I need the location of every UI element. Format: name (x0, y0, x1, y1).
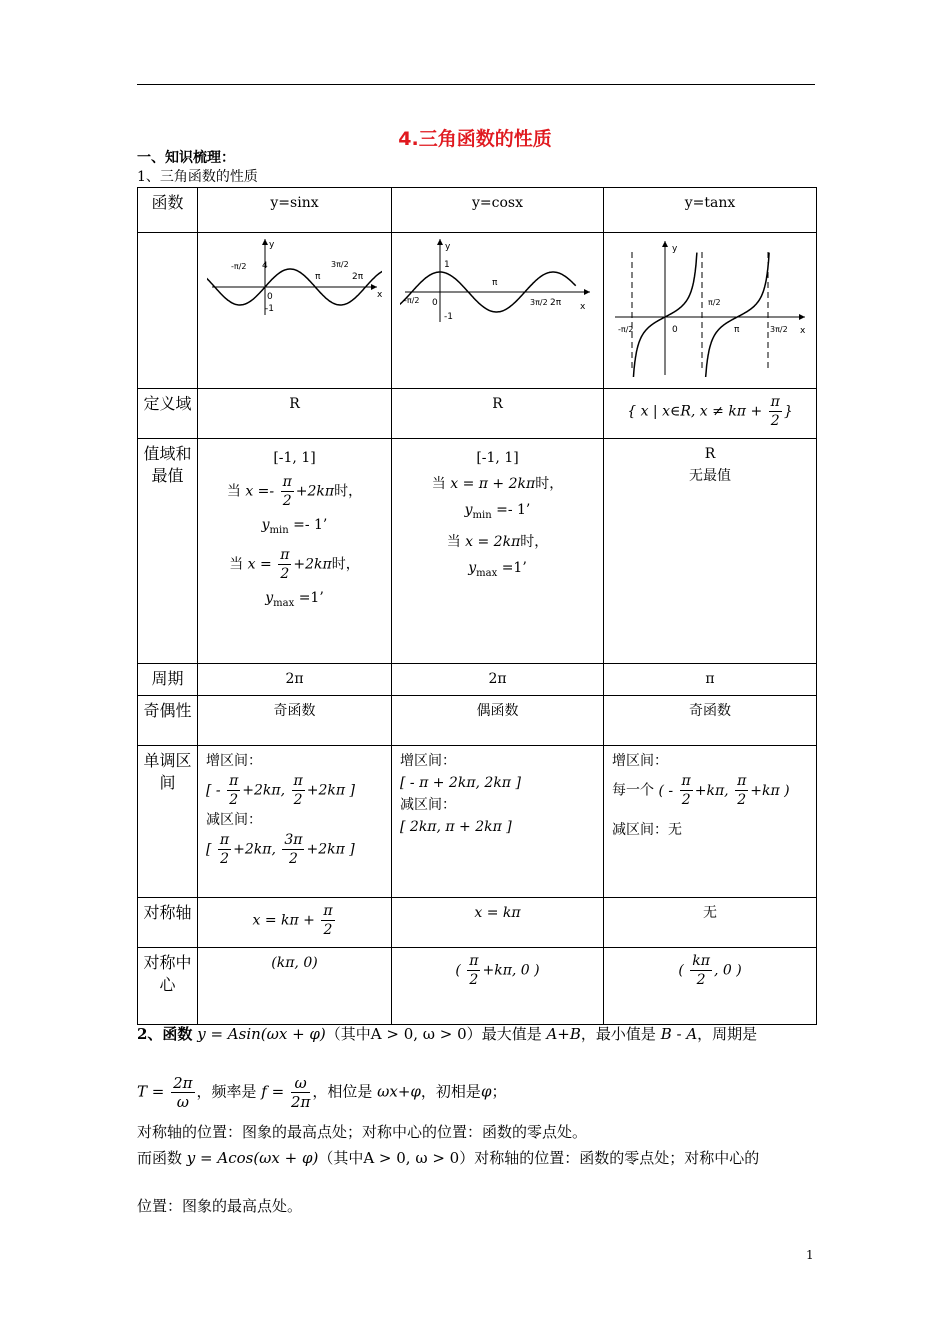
para-4: 对称轴的位置：图象的最高点处；对称中心的位置：函数的零点处。 (137, 1123, 588, 1141)
sin-graph-cell (198, 233, 392, 389)
cos-axis: x = kπ (392, 898, 604, 948)
tan-monotonic (604, 746, 817, 898)
sin-graph (207, 237, 382, 317)
cos-range (392, 439, 604, 664)
sin-min-condition: 当 x =- $\frac{\pi}{2}$ +2kπ时， (226, 474, 363, 509)
svg-text:π: π (315, 272, 321, 282)
svg-text:x: x (580, 302, 586, 312)
tan-range (604, 439, 817, 664)
row-label-center: 对称中心 (138, 948, 198, 1025)
row-label-axis: 对称轴 (138, 898, 198, 948)
sin-parity: 奇函数 (198, 696, 392, 746)
svg-text:-1: -1 (444, 312, 453, 322)
cos-inc-interval: [ - π + 2kπ, 2kπ ] (400, 775, 521, 791)
cos-dec-interval: [ 2kπ, π + 2kπ ] (400, 819, 512, 835)
tan-dec: 减区间：无 (612, 822, 682, 838)
row-label-period: 周期 (138, 664, 198, 696)
header-sin: y=sinx (198, 188, 392, 233)
sin-ymax: $y_{max} =1$’ (265, 589, 324, 609)
sin-range (198, 439, 392, 664)
header-rule (137, 84, 815, 85)
svg-text:-π/2: -π/2 (231, 262, 247, 271)
sin-dec-label: 减区间： (206, 812, 262, 828)
cos-min-condition: 当 x = π + 2kπ时， (431, 476, 564, 492)
row-label-range: 值域和最值 (138, 439, 198, 664)
svg-text:0: 0 (672, 325, 678, 335)
svg-text:-π/2: -π/2 (618, 325, 634, 334)
svg-text:-1: -1 (265, 304, 274, 314)
svg-text:2π: 2π (550, 298, 562, 308)
cos-center: ( $\frac{\pi}{2}$ +kπ, 0 ) (392, 948, 604, 1025)
cos-period: 2π (392, 664, 604, 696)
svg-text:π: π (734, 325, 740, 335)
sin-monotonic (198, 746, 392, 898)
cos-graph-cell (392, 233, 604, 389)
header-cos: y=cosx (392, 188, 604, 233)
tan-inc-label: 增区间： (612, 753, 668, 769)
svg-text:3π/2: 3π/2 (770, 325, 788, 334)
svg-text:y: y (269, 240, 275, 250)
para-3: T = $\frac{2\pi}{\omega}$ ，频率是 f = $\frac{\omega}{2\pi}$ ，相位是 ωx+φ，初相是φ； (137, 1074, 507, 1111)
cos-range-interval: [-1, 1] (476, 450, 519, 466)
cos-ymax: $y_{max} =1$’ (468, 559, 527, 579)
svg-text:2π: 2π (352, 272, 364, 282)
cos-monotonic (392, 746, 604, 898)
svg-text:0: 0 (267, 292, 273, 302)
cos-max-condition: 当 x = 2kπ时， (446, 533, 549, 550)
svg-text:π: π (492, 278, 498, 288)
row-label-domain: 定义域 (138, 389, 198, 439)
page-title: 4.三角函数的性质 (398, 128, 552, 150)
svg-text:-π/2: -π/2 (404, 296, 420, 305)
para-2: 2、函数 y = Asin(ωx + φ)（其中A > 0, ω > 0）最大值是 A+B，最小值是 B - A，周期是 (137, 1025, 758, 1043)
tan-axis: 无 (604, 898, 817, 948)
svg-text:x: x (800, 326, 806, 336)
para-5: 而函数 y = Acos(ωx + φ)（其中A > 0, ω > 0）对称轴的位置：函数的零点处；对称中心的 (137, 1149, 760, 1167)
svg-text:x: x (377, 290, 382, 300)
cos-ymin: $y_{min} =- 1$’ (464, 502, 531, 521)
row-label-parity: 奇偶性 (138, 696, 198, 746)
row-label-function: 函数 (138, 188, 198, 233)
sin-max-condition: 当 x = $\frac{\pi}{2}$ +2kπ时， (229, 546, 360, 582)
svg-text:π/2: π/2 (708, 298, 721, 307)
section-heading: 一、知识梳理： (137, 150, 235, 166)
cos-graph (400, 237, 595, 327)
tan-center: ( $\frac{k\pi}{2}$ , 0 ) (604, 948, 817, 1025)
sin-axis: x = kπ + $\frac{\pi}{2}$ (198, 898, 392, 948)
svg-text:3π/2: 3π/2 (331, 260, 349, 269)
tan-domain: { x | x∈R, x ≠ kπ + $\frac{\pi}{2}$ } (604, 389, 817, 439)
header-tan: y=tanx (604, 188, 817, 233)
tan-parity: 奇函数 (604, 696, 817, 746)
row-label-monotonic: 单调区间 (138, 746, 198, 898)
sin-dec-interval: [ $\frac{\pi}{2}$ +2kπ, $\frac{3\pi}{2}$ +2kπ ] (206, 832, 355, 867)
cos-inc-label: 增区间： (400, 753, 456, 769)
tan-inc-interval: 每一个 ( - $\frac{\pi}{2}$ +kπ, $\frac{\pi}{2}$ +kπ ) (612, 773, 790, 808)
svg-text:1: 1 (444, 260, 450, 270)
graph-label-cell (138, 233, 198, 389)
sin-domain: R (198, 389, 392, 439)
tan-graph-cell (604, 233, 817, 389)
properties-table (137, 187, 817, 1025)
tan-range-value: R (704, 446, 716, 462)
cos-parity: 偶函数 (392, 696, 604, 746)
cos-dec-label: 减区间： (400, 797, 456, 813)
subsection-heading: 1、三角函数的性质 (137, 169, 258, 185)
tan-graph (610, 237, 810, 377)
svg-text:y: y (445, 242, 451, 252)
svg-text:4: 4 (262, 261, 268, 271)
sin-center: (kπ, 0) (198, 948, 392, 1025)
svg-text:0: 0 (432, 298, 438, 308)
page-number: 1 (806, 1248, 814, 1262)
tan-period: π (604, 664, 817, 696)
sin-period: 2π (198, 664, 392, 696)
svg-text:3π/2: 3π/2 (530, 298, 548, 307)
sin-inc-label: 增区间： (206, 753, 262, 769)
sin-ymin: $y_{min} =- 1$’ (261, 517, 328, 536)
para-6: 位置：图象的最高点处。 (137, 1197, 303, 1215)
svg-text:y: y (672, 244, 678, 254)
cos-domain: R (392, 389, 604, 439)
tan-extreme: 无最值 (689, 468, 731, 484)
sin-range-interval: [-1, 1] (273, 450, 316, 466)
sin-inc-interval: [ - $\frac{\pi}{2}$ +2kπ, $\frac{\pi}{2}$ +2kπ ] (206, 773, 355, 808)
